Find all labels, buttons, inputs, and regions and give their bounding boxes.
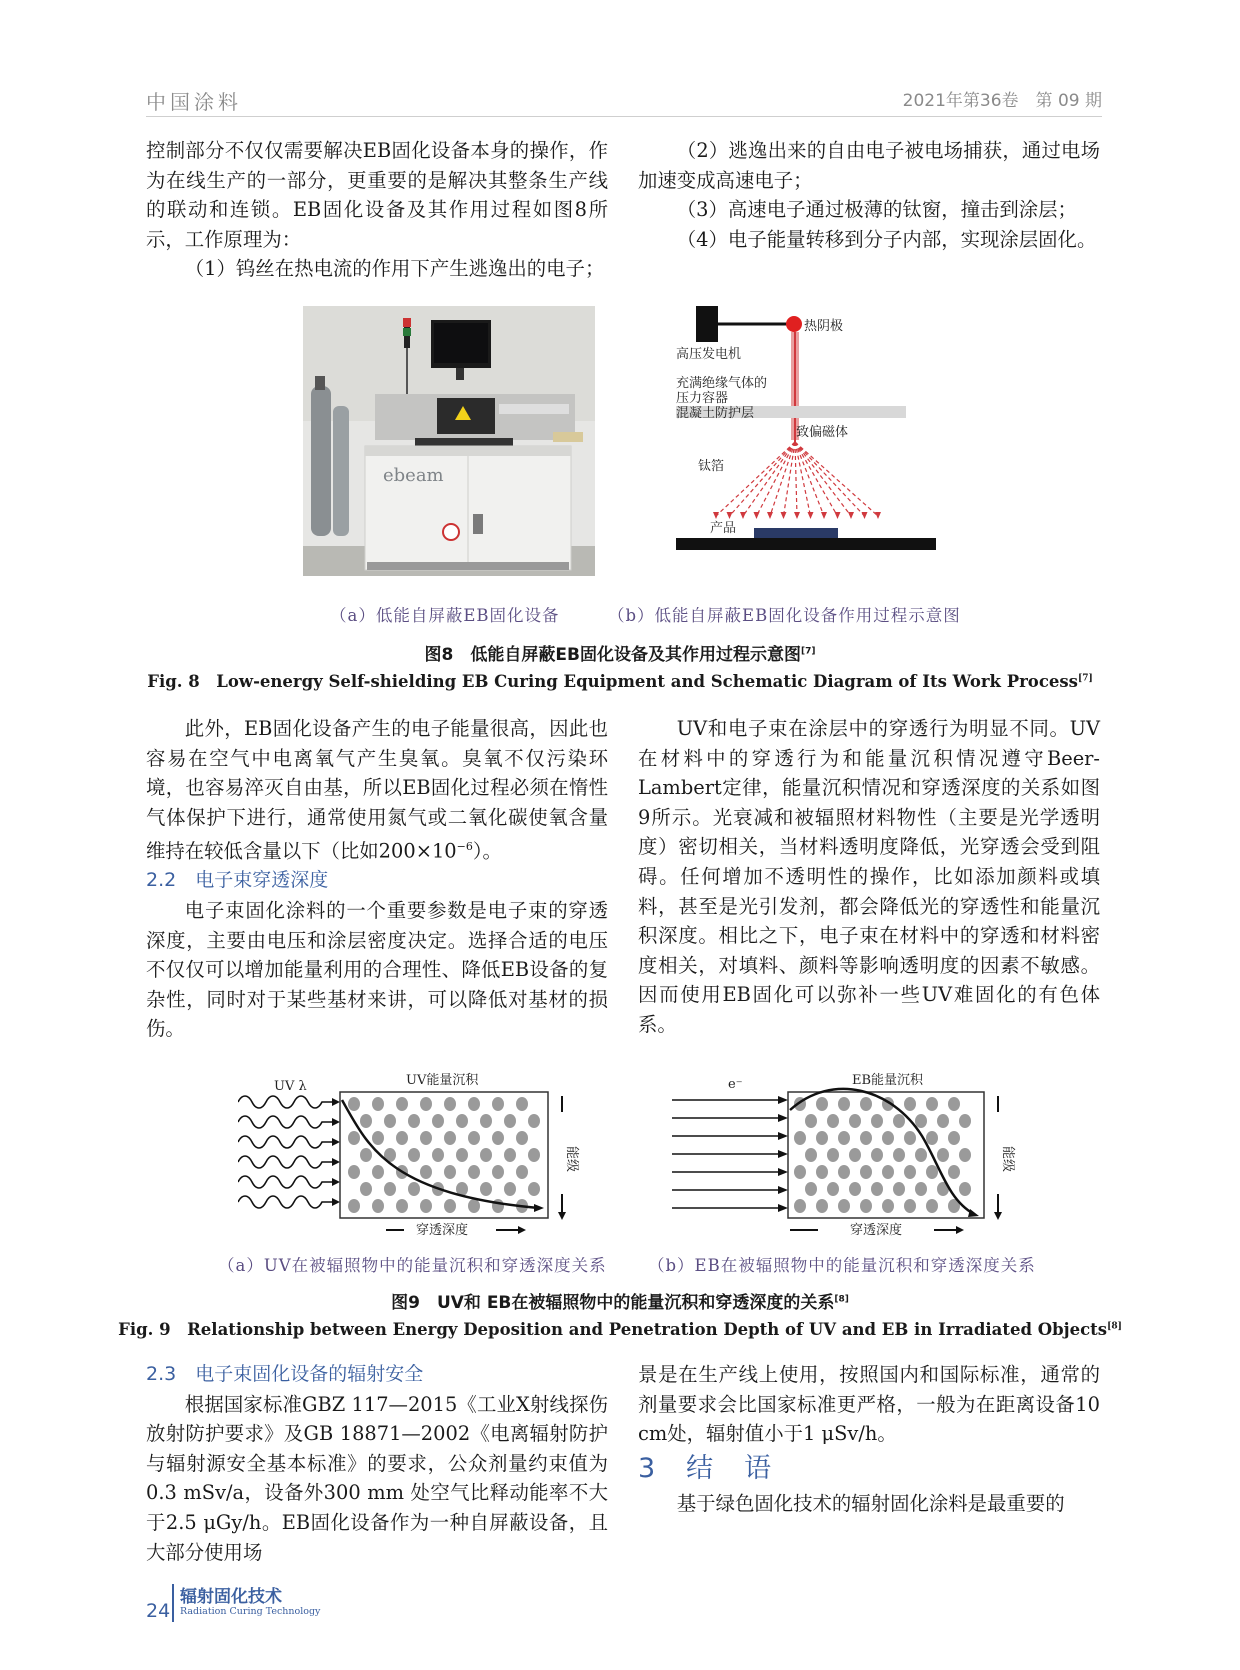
particle-dot <box>794 1131 806 1145</box>
particle-dot <box>805 1148 817 1162</box>
particle-dot <box>468 1131 480 1145</box>
particle-dot <box>432 1148 444 1162</box>
eb-source-label: e⁻ <box>728 1077 743 1092</box>
particle-dot <box>516 1165 528 1179</box>
uv-wave <box>238 1116 334 1128</box>
particle-dot <box>348 1199 360 1213</box>
uv-source-label: UV λ <box>274 1079 307 1094</box>
paragraph: 根据国家标准GBZ 117—2015《工业X射线探伤放射防护要求》及GB 18871—2002《电离辐射防护与辐射源安全基本标准》的要求，公众剂量约束值为0.3 mSv/a，设备外300 mm 处空气比释动能率不大于2.5 μGy/h。EB固化设备作为一种自屏蔽设备，且大部分使用场 <box>146 1392 608 1564</box>
fig8-caption-cn: 图8 低能自屏蔽EB固化设备及其作用过程示意图[7] <box>424 645 816 665</box>
paragraph: 此外，EB固化设备产生的电子能量很高，因此也容易在空气中电离氧气产生臭氧。臭氧不仅污染环境，也容易淬灭自由基，所以EB固化过程必须在惰性气体保护下进行，通常使用氮气或二氧化碳使氧含量维持在较低含量以下（比如$200\times 10^{-6}$）。 <box>146 717 608 863</box>
uv-title-label: UV能量沉积 <box>406 1073 479 1088</box>
particle-dot <box>492 1097 504 1111</box>
paragraph: 基于绿色固化技术的辐射固化涂料是最重要的 <box>676 1491 1065 1515</box>
particle-dot <box>827 1114 839 1128</box>
particle-dot <box>926 1199 938 1213</box>
vessel-label-1: 充满绝缘气体的 <box>676 376 768 391</box>
eb-schematic <box>676 302 966 586</box>
eb-equipment-photo <box>303 306 595 576</box>
particle-dot <box>492 1131 504 1145</box>
particle-dot <box>816 1199 828 1213</box>
particle-dot <box>838 1097 850 1111</box>
particle-dot <box>926 1097 938 1111</box>
particle-dot <box>882 1165 894 1179</box>
uv-wave-head <box>332 1138 340 1146</box>
paragraph: 电子束固化涂料的一个重要参数是电子束的穿透深度，主要由电压和涂层密度决定。选择合适的电压不仅仅可以增加能量利用的合理性、降低EB设备的复杂性，同时对于某些基材来讲，可以降低对基材的损伤。 <box>146 899 608 1041</box>
concrete-label: 混凝土防护层 <box>676 406 755 421</box>
particle-dot <box>926 1131 938 1145</box>
particle-dot <box>893 1182 905 1196</box>
particle-dot <box>860 1131 872 1145</box>
electron-arrow-head <box>778 1186 788 1194</box>
paragraph: （1）钨丝在热电流的作用下产生逃逸出的电子； <box>184 257 605 281</box>
particle-dot <box>915 1148 927 1162</box>
particle-dot <box>959 1182 971 1196</box>
particle-dot <box>504 1114 516 1128</box>
particle-dot <box>432 1114 444 1128</box>
generator-label: 高压发电机 <box>676 347 742 362</box>
particle-dot <box>893 1148 905 1162</box>
paragraph: （4）电子能量转移到分子内部，实现涂层固化。 <box>676 227 1097 251</box>
particle-dot <box>871 1148 883 1162</box>
particle-dot <box>468 1199 480 1213</box>
uv-wave <box>238 1196 334 1208</box>
particle-dot <box>959 1148 971 1162</box>
particle-dot <box>816 1165 828 1179</box>
particle-dot <box>396 1199 408 1213</box>
fig9a-subcaption: （a）UV在被辐照物中的能量沉积和穿透深度关系 <box>218 1256 607 1275</box>
window-label: 钛箔 <box>698 459 725 474</box>
particle-dot <box>408 1182 420 1196</box>
right-column-top <box>638 136 1100 254</box>
particle-dot <box>959 1114 971 1128</box>
particle-dot <box>408 1148 420 1162</box>
particle-dot <box>805 1182 817 1196</box>
uv-wave-head <box>332 1158 340 1166</box>
particle-dot <box>468 1097 480 1111</box>
fig8-caption-en: Fig. 8 Low-energy Self-shielding EB Curing Equipment and Schematic Diagram of Its Work Process[7] <box>147 672 1093 691</box>
particle-dot <box>904 1199 916 1213</box>
particle-dot <box>444 1097 456 1111</box>
paragraph: （3）高速电子通过极薄的钛窗，撞击到涂层； <box>676 198 1077 222</box>
eb-depth-label: 穿透深度 <box>850 1223 903 1238</box>
particle-dot <box>838 1165 850 1179</box>
uv-wave-head <box>332 1198 340 1206</box>
electron-arrow-head <box>778 1132 788 1140</box>
particle-dot <box>384 1114 396 1128</box>
particle-dot <box>794 1165 806 1179</box>
particle-dot <box>480 1182 492 1196</box>
left-column-bottom <box>146 1360 608 1567</box>
particle-dot <box>849 1182 861 1196</box>
particle-dot <box>360 1182 372 1196</box>
uv-energy-label: 能级 <box>564 1146 579 1173</box>
uv-wave-head <box>332 1118 340 1126</box>
particle-dot <box>516 1097 528 1111</box>
particle-dot <box>805 1114 817 1128</box>
particle-dot <box>420 1165 432 1179</box>
uv-energy-deposition-diagram <box>238 1066 584 1242</box>
particle-dot <box>948 1165 960 1179</box>
particle-dot <box>372 1199 384 1213</box>
particle-dot <box>420 1097 432 1111</box>
particle-dot <box>396 1131 408 1145</box>
electron-arrow-head <box>778 1204 788 1212</box>
vessel-label-2: 压力容器 <box>676 391 729 406</box>
particle-dot <box>456 1148 468 1162</box>
footer-divider <box>172 1584 174 1622</box>
particle-dot <box>444 1199 456 1213</box>
particle-dot <box>360 1148 372 1162</box>
particle-dot <box>528 1114 540 1128</box>
particle-dot <box>444 1165 456 1179</box>
particle-dot <box>904 1165 916 1179</box>
eb-title-label: EB能量沉积 <box>852 1073 924 1088</box>
paragraph: 控制部分不仅仅需要解决EB固化设备本身的操作，作为在线生产的一部分，更重要的是解决其整条生产线的联动和连锁。EB固化设备及其作用过程如图8所示，工作原理为： <box>146 139 608 251</box>
particle-dot <box>838 1131 850 1145</box>
paragraph: （2）逃逸出来的自由电子被电场捕获，通过电场加速变成高速电子； <box>638 139 1100 192</box>
fig9-caption-cn: 图9 UV和 EB在被辐照物中的能量沉积和穿透深度的关系[8] <box>391 1293 849 1313</box>
particle-dot <box>516 1131 528 1145</box>
electron-arrow-head <box>778 1096 788 1104</box>
header-rule <box>146 116 1102 117</box>
particle-dot <box>492 1165 504 1179</box>
page-number: 24 <box>146 1600 171 1622</box>
fig8a-subcaption: （a）低能自屏蔽EB固化设备 <box>330 606 560 625</box>
particle-dot <box>860 1165 872 1179</box>
uv-wave <box>238 1156 334 1168</box>
electron-arrow-head <box>778 1150 788 1158</box>
uv-wave <box>238 1096 334 1108</box>
cathode-label: 热阴极 <box>804 319 844 334</box>
particle-dot <box>827 1148 839 1162</box>
particle-dot <box>528 1182 540 1196</box>
paragraph: UV和电子束在涂层中的穿透行为明显不同。UV在材料中的穿透行为和能量沉积情况遵守Beer-Lambert定律，能量沉积情况和穿透深度的关系如图9所示。光衰减和被辐照材料物性（主要是光学透明度）密切相关，当材料透明度降低，光穿透会受到阻碍。任何增加不透明性的操作，比如添加颜料或填料，甚至是光引发剂，都会降低光的穿透性和能量沉积深度。相比之下，电子束在材料中的穿透和材料密度相关，对填料、颜料等影响透明度的因素不敏感。因而使用EB固化可以弥补一些UV难固化的有色体系。 <box>638 717 1100 1036</box>
left-column-middle <box>146 714 608 1044</box>
particle-dot <box>408 1114 420 1128</box>
fig9b-subcaption: （b）EB在被辐照物中的能量沉积和穿透深度关系 <box>648 1256 1036 1275</box>
particle-dot <box>444 1131 456 1145</box>
particle-dot <box>372 1165 384 1179</box>
particle-dot <box>849 1148 861 1162</box>
particle-dot <box>372 1131 384 1145</box>
product-label: 产品 <box>710 521 737 536</box>
particle-dot <box>384 1182 396 1196</box>
particle-dot <box>904 1097 916 1111</box>
right-column-middle <box>638 714 1100 1040</box>
particle-dot <box>948 1097 960 1111</box>
particle-dot <box>937 1148 949 1162</box>
particle-dot <box>871 1182 883 1196</box>
ebeam-logo: ebeam <box>383 465 444 486</box>
section-heading-3: 3 结 语 <box>638 1452 774 1484</box>
paragraph: 景是在生产线上使用，按照国内和国际标准，通常的剂量要求会比国家标准更严格，一般为在距离设备10 cm处，辐射值小于1 μSv/h。 <box>638 1363 1100 1446</box>
fig9-caption-en: Fig. 9 Relationship between Energy Deposition and Penetration Depth of UV and EB in Irradiated Objects[8] <box>118 1320 1122 1339</box>
particle-dot <box>456 1114 468 1128</box>
particle-dot <box>816 1097 828 1111</box>
footer-journal-subtitle: Radiation Curing Technology <box>180 1606 321 1617</box>
particle-dot <box>420 1199 432 1213</box>
particle-dot <box>860 1199 872 1213</box>
uv-wave <box>238 1176 334 1188</box>
particle-dot <box>915 1182 927 1196</box>
electron-arrow-head <box>778 1168 788 1176</box>
journal-name: 中国涂料 <box>146 90 242 114</box>
particle-dot <box>893 1114 905 1128</box>
particle-dot <box>372 1097 384 1111</box>
particle-dot <box>849 1114 861 1128</box>
particle-dot <box>838 1199 850 1213</box>
particle-dot <box>926 1165 938 1179</box>
particle-dot <box>504 1182 516 1196</box>
section-heading-2-2: 2.2 电子束穿透深度 <box>146 869 329 892</box>
electron-arrow-head <box>778 1114 788 1122</box>
particle-dot <box>348 1131 360 1145</box>
particle-dot <box>794 1199 806 1213</box>
magnet-label: 致偏磁体 <box>796 425 849 440</box>
particle-dot <box>871 1114 883 1128</box>
eb-energy-deposition-diagram <box>672 1066 1018 1242</box>
uv-wave <box>238 1136 334 1148</box>
particle-dot <box>504 1148 516 1162</box>
particle-dot <box>360 1114 372 1128</box>
particle-dot <box>348 1165 360 1179</box>
particle-dot <box>480 1148 492 1162</box>
particle-dot <box>396 1097 408 1111</box>
particle-dot <box>882 1131 894 1145</box>
particle-dot <box>948 1131 960 1145</box>
uv-depth-label: 穿透深度 <box>416 1223 469 1238</box>
issue-info: 2021年第36卷 第 09 期 <box>902 91 1102 111</box>
left-column-top <box>146 136 608 284</box>
uv-wave-head <box>332 1178 340 1186</box>
particle-dot <box>882 1199 894 1213</box>
particle-dot <box>937 1114 949 1128</box>
particle-dot <box>816 1131 828 1145</box>
particle-dot <box>528 1148 540 1162</box>
particle-dot <box>915 1114 927 1128</box>
particle-dot <box>827 1182 839 1196</box>
eb-energy-label: 能级 <box>1000 1146 1015 1173</box>
particle-dot <box>420 1131 432 1145</box>
fig8b-subcaption: （b）低能自屏蔽EB固化设备作用过程示意图 <box>608 606 961 625</box>
footer-journal-title: 辐射固化技术 <box>180 1587 282 1607</box>
right-column-bottom <box>638 1360 1100 1518</box>
particle-dot <box>480 1114 492 1128</box>
particle-dot <box>468 1165 480 1179</box>
particle-dot <box>904 1131 916 1145</box>
particle-dot <box>860 1097 872 1111</box>
section-heading-2-3: 2.3 电子束固化设备的辐射安全 <box>146 1363 424 1385</box>
uv-wave-head <box>332 1098 340 1106</box>
particle-dot <box>348 1097 360 1111</box>
